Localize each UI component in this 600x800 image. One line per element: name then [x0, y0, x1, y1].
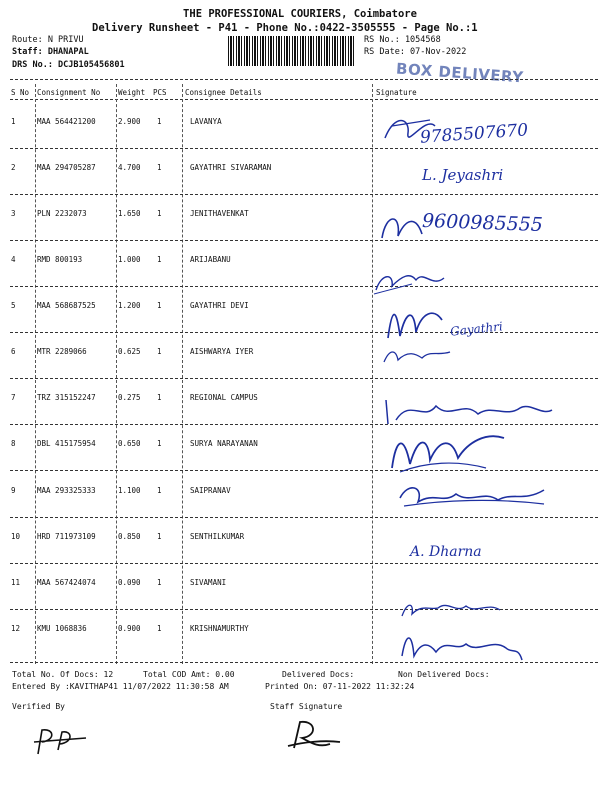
row-sno: 10: [11, 532, 21, 541]
row-pcs: 1: [157, 532, 162, 541]
row-divider: [10, 194, 598, 195]
row-pcs: 1: [157, 301, 162, 310]
row-pcs: 1: [157, 624, 162, 633]
row-pcs: 1: [157, 439, 162, 448]
row-weight: 1.100: [118, 486, 141, 495]
table-row: [0, 255, 600, 300]
row-consignment: MAA 293325333: [37, 486, 96, 495]
row-pcs: 1: [157, 486, 162, 495]
signature-scribble: [396, 626, 526, 666]
row-weight: 4.700: [118, 163, 141, 172]
row-consignee: GAYATHRI SIVARAMAN: [190, 163, 272, 172]
row-pcs: 1: [157, 209, 162, 218]
staff-label: Staff: DHANAPAL: [12, 47, 89, 57]
non-delivered-docs: Non Delivered Docs:: [398, 670, 490, 679]
row-sno: 3: [11, 209, 16, 218]
route-label: Route: N PRIVU: [12, 35, 84, 45]
row-divider: [10, 240, 598, 241]
row-consignment: KMU 1068836: [37, 624, 87, 633]
drs-number: DRS No.: DCJB105456801: [12, 60, 125, 70]
table-row: [0, 301, 600, 346]
row-consignment: RMD 800193: [37, 255, 83, 264]
row-weight: 1.000: [118, 255, 141, 264]
row-consignee: SIVAMANI: [190, 578, 227, 587]
row-sno: 6: [11, 347, 16, 356]
row-pcs: 1: [157, 117, 162, 126]
staff-signature-mark: [284, 716, 344, 752]
row-divider: [10, 148, 598, 149]
row-sno: 7: [11, 393, 16, 402]
table-row: [0, 347, 600, 392]
row-consignment: HRD 711973109: [37, 532, 96, 541]
row-consignee: JENITHAVENKAT: [190, 209, 249, 218]
row-weight: 0.850: [118, 532, 141, 541]
signature-scribble: [386, 428, 536, 478]
row-consignment: PLN 2232073: [37, 209, 87, 218]
signature-scribble: [396, 596, 506, 624]
row-weight: 0.275: [118, 393, 141, 402]
row-consignment: TRZ 315152247: [37, 393, 96, 402]
row-sno: 5: [11, 301, 16, 310]
table-row: [0, 532, 600, 577]
column-header-weight: Weight: [118, 88, 146, 97]
signature-scribble: [380, 298, 450, 344]
row-sno: 4: [11, 255, 16, 264]
runsheet-subtitle: Delivery Runsheet - P41 - Phone No.:0422-3505555 - Page No.:1: [92, 22, 478, 34]
column-header-signature: Signature: [376, 88, 417, 97]
row-consignment: MAA 567424074: [37, 578, 96, 587]
rs-number: RS No.: 1054568: [364, 35, 441, 45]
row-divider: [10, 332, 598, 333]
barcode-image: [228, 36, 356, 66]
row-consignment: DBL 415175954: [37, 439, 96, 448]
table-row: [0, 578, 600, 623]
row-signature: A. Dharna: [410, 544, 482, 560]
row-weight: 1.650: [118, 209, 141, 218]
row-consignee: ARIJABANU: [190, 255, 231, 264]
column-header-consignment: Consignment No: [37, 88, 101, 97]
row-pcs: 1: [157, 393, 162, 402]
row-signature: L. Jeyashri: [422, 166, 504, 184]
total-docs: Total No. Of Docs: 12: [12, 670, 114, 679]
row-consignment: MTR 2289066: [37, 347, 87, 356]
row-pcs: 1: [157, 347, 162, 356]
delivered-docs: Delivered Docs:: [282, 670, 355, 679]
signature-scribble: [378, 342, 458, 370]
row-sno: 1: [11, 117, 16, 126]
row-weight: 2.900: [118, 117, 141, 126]
company-title: THE PROFESSIONAL COURIERS, Coimbatore: [183, 8, 417, 20]
row-consignee: GAYATHRI DEVI: [190, 301, 249, 310]
row-consignee: AISHWARYA IYER: [190, 347, 254, 356]
row-pcs: 1: [157, 163, 162, 172]
row-consignment: MAA 568687525: [37, 301, 96, 310]
printed-on: Printed On: 07-11-2022 11:32:24: [265, 682, 415, 691]
signature-scribble: [394, 478, 554, 514]
column-header-pcs: PCS: [153, 88, 167, 97]
signature-scribble: [376, 208, 426, 244]
row-divider: [10, 286, 598, 287]
row-consignee: SURYA NARAYANAN: [190, 439, 258, 448]
row-sno: 9: [11, 486, 16, 495]
row-signature: 9785507670: [419, 120, 529, 148]
rs-date: RS Date: 07-Nov-2022: [364, 47, 467, 57]
row-weight: 0.900: [118, 624, 141, 633]
row-consignee: KRISHNAMURTHY: [190, 624, 249, 633]
row-consignment: MAA 564421200: [37, 117, 96, 126]
signature-scribble: [372, 266, 472, 298]
row-divider: [10, 378, 598, 379]
row-signature: Gayathri: [449, 319, 504, 339]
column-header-sno: S No: [11, 88, 30, 97]
table-top-divider: [10, 79, 598, 80]
entered-by: Entered By :KAVITHAP41 11/07/2022 11:30:58 AM: [12, 682, 229, 691]
row-pcs: 1: [157, 578, 162, 587]
row-sno: 11: [11, 578, 21, 587]
signature-scribble: [380, 108, 440, 148]
row-weight: 0.625: [118, 347, 141, 356]
signature-scribble: [380, 392, 560, 428]
column-header-consignee: Consignee Details: [185, 88, 262, 97]
row-consignee: REGIONAL CAMPUS: [190, 393, 258, 402]
row-consignee: SENTHILKUMAR: [190, 532, 245, 541]
row-sno: 2: [11, 163, 16, 172]
verified-by-label: Verified By: [12, 702, 65, 711]
row-consignee: LAVANYA: [190, 117, 222, 126]
total-cod-amount: Total COD Amt: 0.00: [143, 670, 235, 679]
row-weight: 0.650: [118, 439, 141, 448]
row-divider: [10, 609, 598, 610]
row-sno: 12: [11, 624, 21, 633]
row-divider: [10, 563, 598, 564]
box-delivery-stamp: BOX DELIVERY: [395, 59, 525, 87]
staff-signature-label: Staff Signature: [270, 702, 343, 711]
row-consignee: SAIPRANAV: [190, 486, 231, 495]
row-consignment: MAA 294705287: [37, 163, 96, 172]
row-pcs: 1: [157, 255, 162, 264]
row-divider: [10, 517, 598, 518]
row-weight: 0.090: [118, 578, 141, 587]
header-divider: [10, 99, 598, 100]
row-weight: 1.200: [118, 301, 141, 310]
row-sno: 8: [11, 439, 16, 448]
row-signature: 9600985555: [421, 209, 544, 237]
verified-by-signature: [30, 724, 90, 758]
table-row: [0, 163, 600, 208]
